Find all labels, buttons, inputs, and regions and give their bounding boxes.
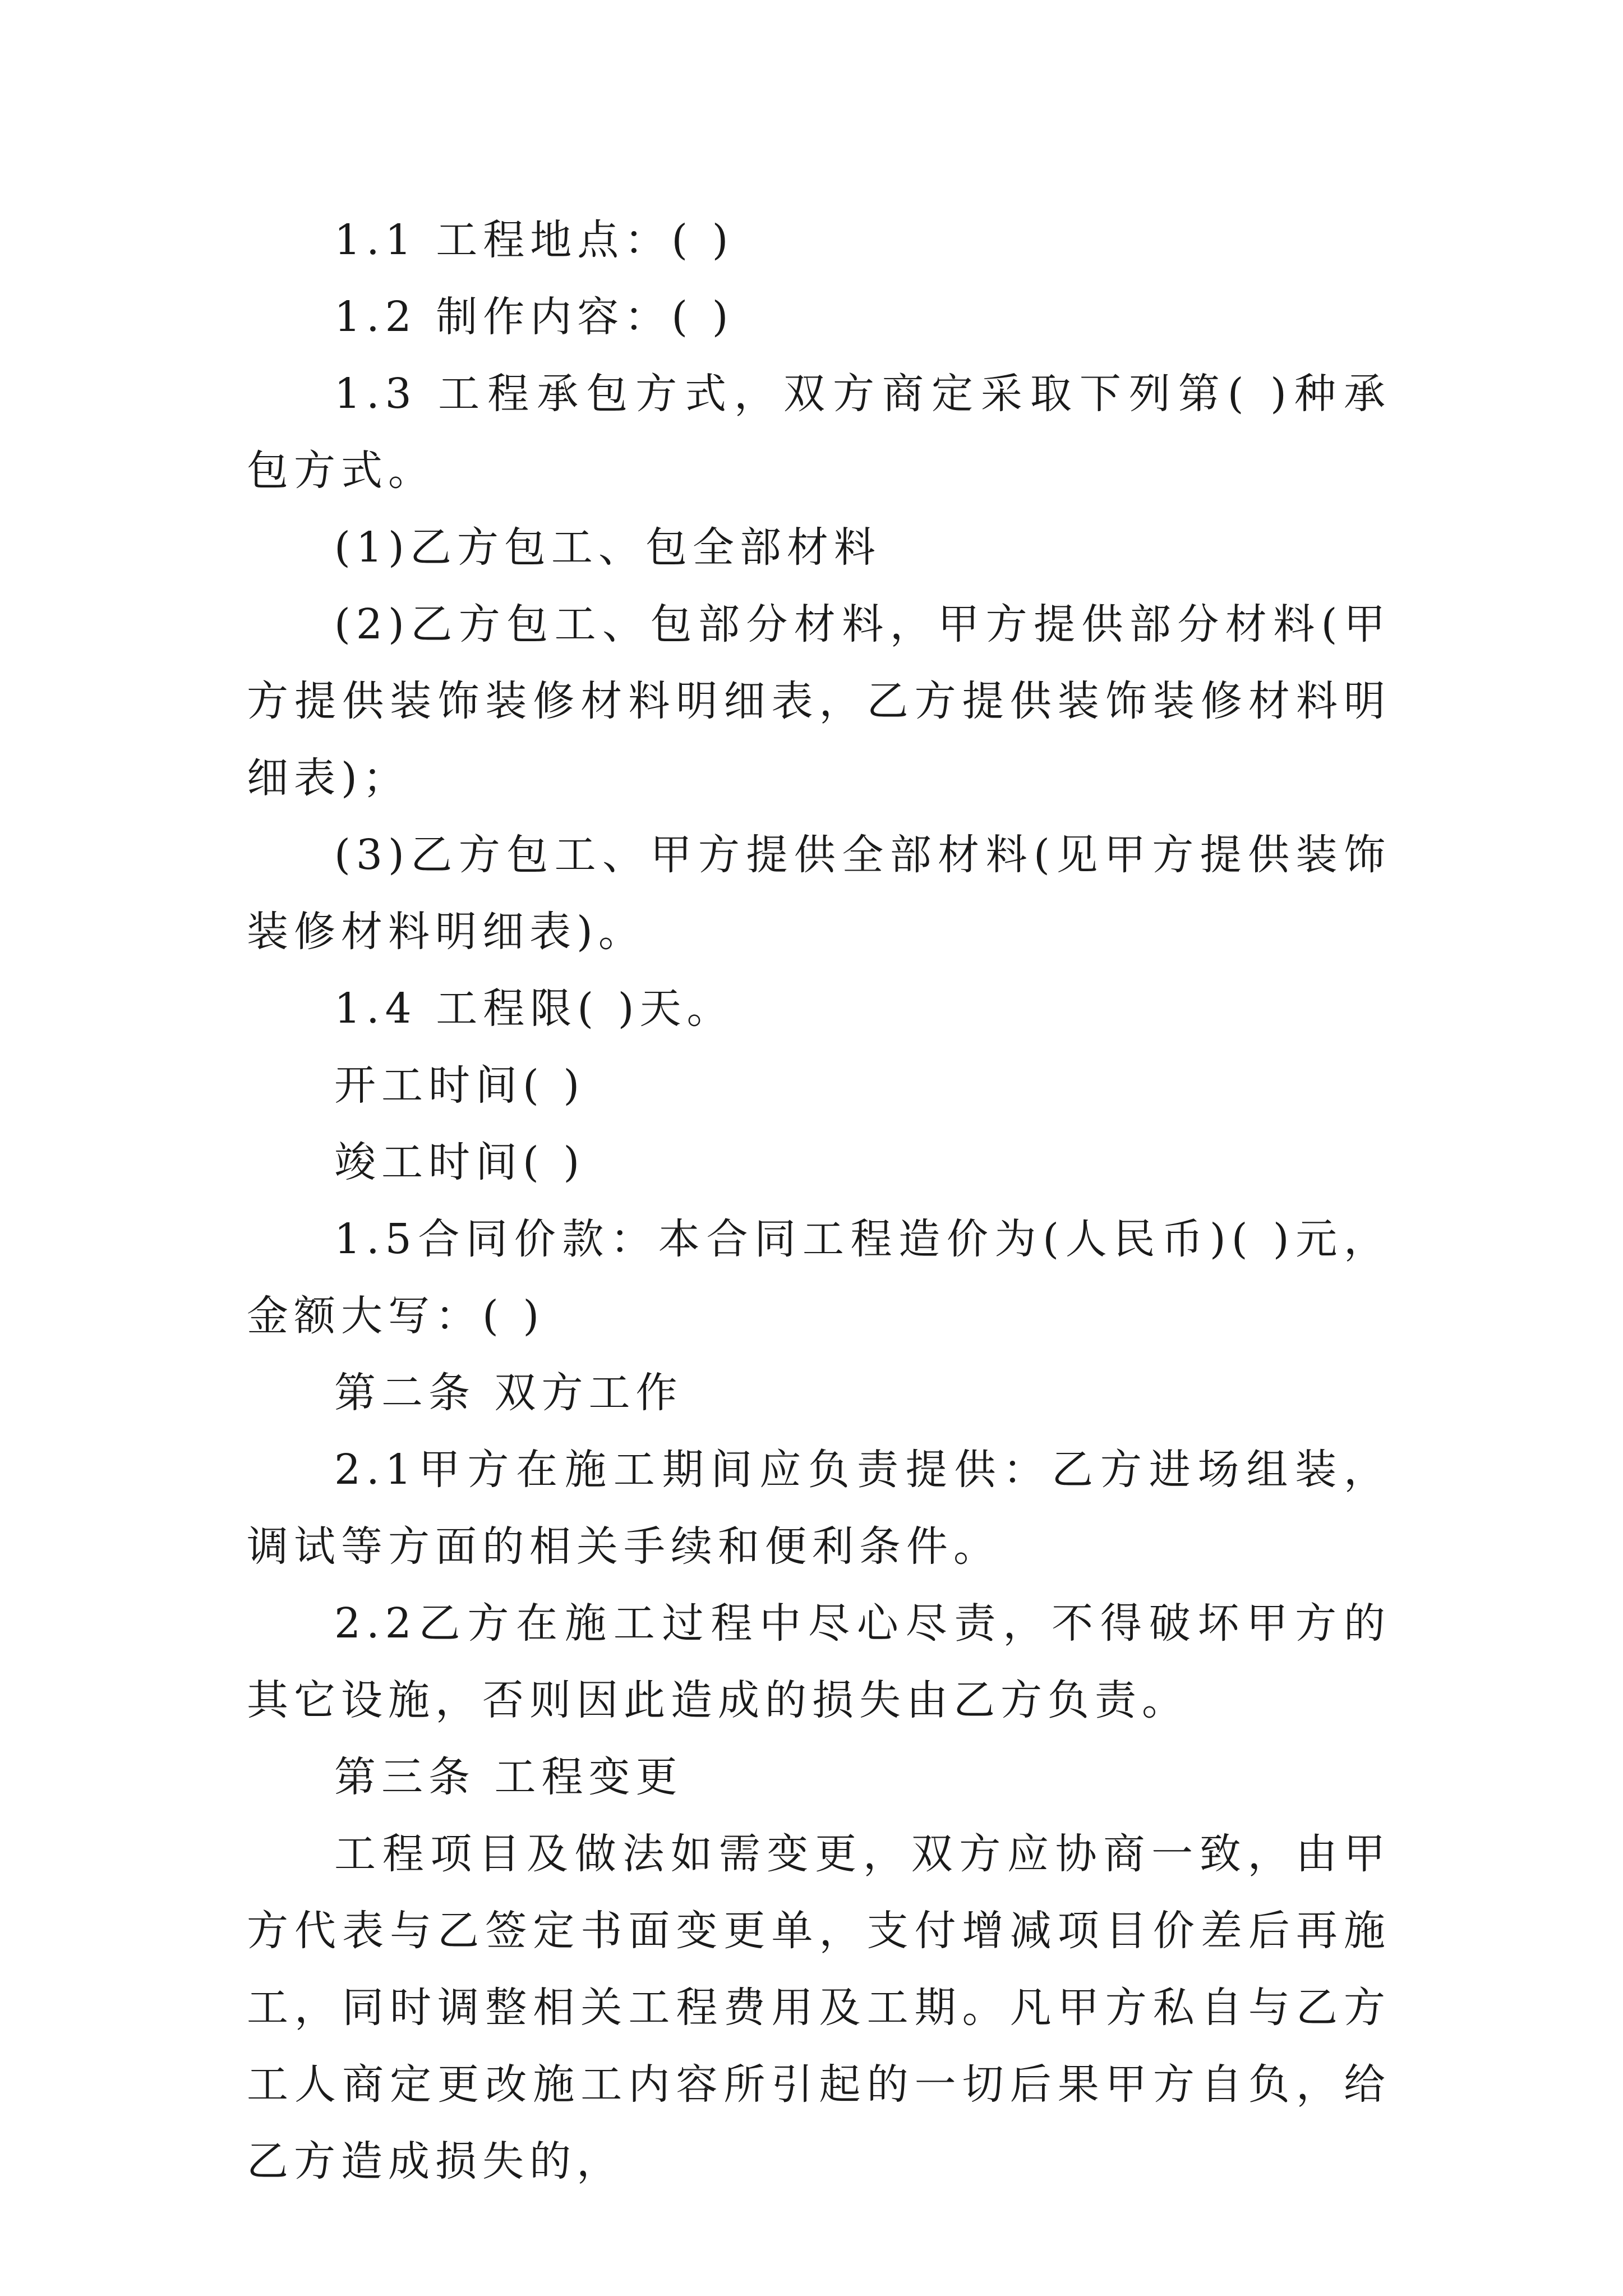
clause-1-1-project-location: 1.1 工程地点：( ) [334,216,734,264]
article-3-change-terms: 工程项目及做法如需变更，双方应协商一致，由甲方代表与乙签定书面变更单，支付增减项目价差后再施工，同时调整相关工程费用及工期。凡甲方私自与乙方工人商定更改施工内容所引起的一切后果甲方自负，给乙方造成损失的， [247,1830,1391,2185]
option-3-owner-materials: (3)乙方包工、甲方提供全部材料(见甲方提供装饰装修材料明细表)。 [247,831,1391,956]
completion-date: 竣工时间( ) [334,1138,585,1186]
option-2-partial-materials: (2)乙方包工、包部分材料，甲方提供部分材料(甲方提供装饰装修材料明细表，乙方提供装饰装修材料明细表)； [247,600,1391,802]
article-3-heading: 第三条 工程变更 [334,1753,683,1801]
start-date: 开工时间( ) [334,1061,585,1110]
clause-2-1-owner-duties: 2.1甲方在施工期间应负责提供：乙方进场组装，调试等方面的相关手续和便利条件。 [247,1446,1391,1571]
option-1-full-materials: (1)乙方包工、包全部材料 [334,523,881,572]
document-body [247,202,1391,2200]
clause-1-2-production-content: 1.2 制作内容：( ) [334,293,734,341]
clause-1-4-duration: 1.4 工程限( )天。 [334,984,734,1033]
clause-2-2-contractor-duties: 2.2乙方在施工过程中尽心尽责，不得破坏甲方的其它设施，否则因此造成的损失由乙方负责。 [247,1599,1391,1724]
clause-1-5-contract-price: 1.5合同价款：本合同工程造价为(人民币)( )元， 金额大写：( ) [247,1215,1391,1340]
article-2-heading: 第二条 双方工作 [334,1369,683,1417]
clause-1-3-contracting-method: 1.3 工程承包方式，双方商定采取下列第( )种承包方式。 [247,370,1391,495]
